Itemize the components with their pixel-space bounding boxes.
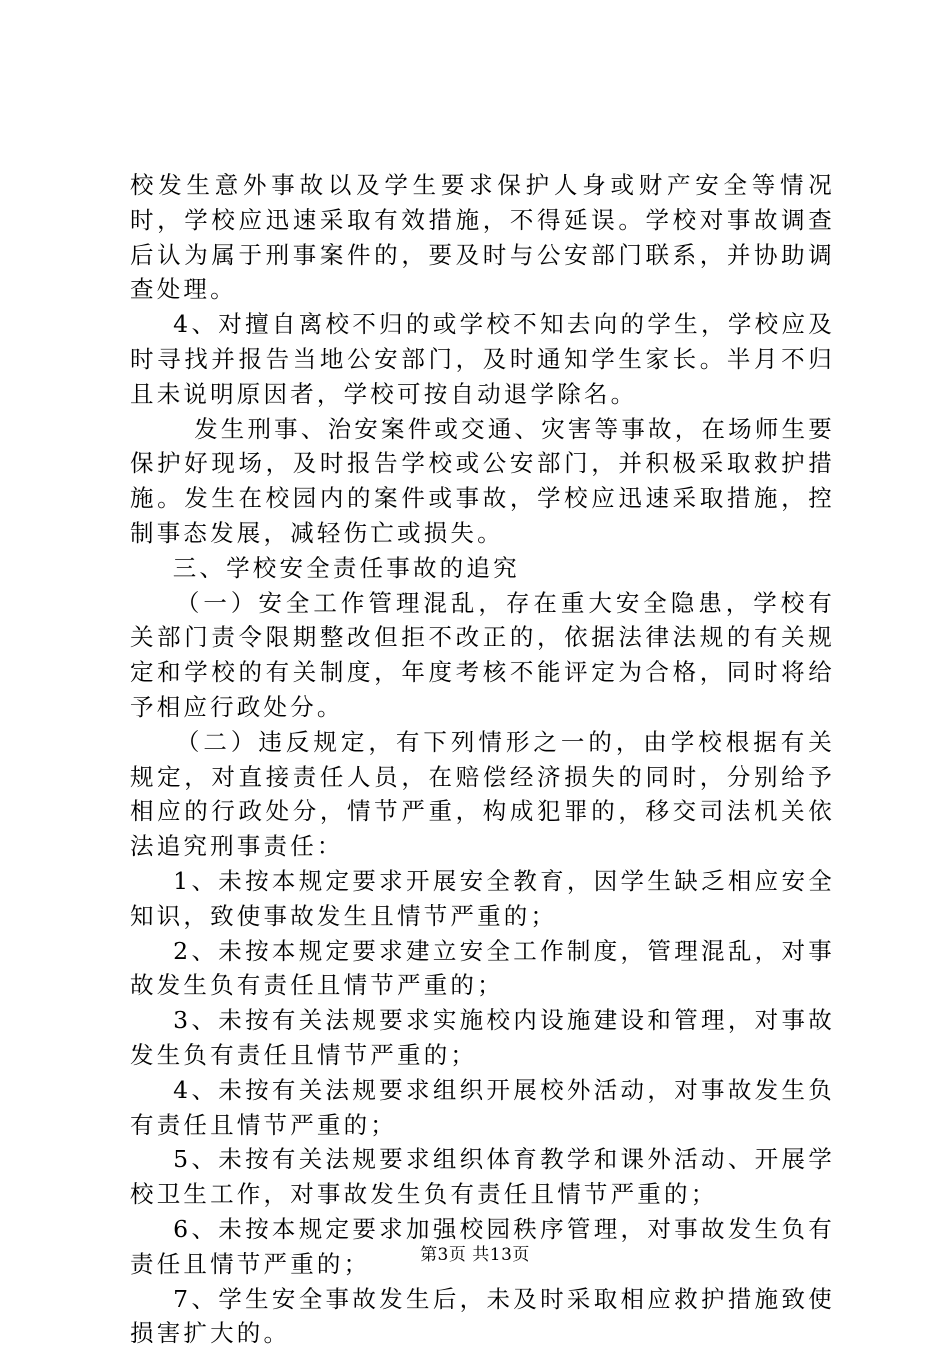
paragraph-clause-1: （一）安全工作管理混乱，存在重大安全隐患，学校有关部门责令限期整改但拒不改正的，依据法律法规的有关规定和学校的有关制度，年度考核不能评定为合格，同时将给予相应行政处分。 [130,586,835,725]
list-item-7: 7、学生安全事故发生后，未及时采取相应救护措施致使损害扩大的。 [130,1282,835,1351]
list-item-4: 4、未按有关法规要求组织开展校外活动，对事故发生负有责任且情节严重的； [130,1073,835,1143]
list-item-6: 6、未按本规定要求加强校园秩序管理，对事故发生负有责任且情节严重的； [130,1212,835,1282]
document-body [130,168,835,1351]
paragraph-accident-handling: 校发生意外事故以及学生要求保护人身或财产安全等情况时，学校应迅速采取有效措施，不得延误。学校对事故调查后认为属于刑事案件的，要及时与公安部门联系，并协助调查处理。 [130,168,835,307]
list-item-3: 3、未按有关法规要求实施校内设施建设和管理，对事故发生负有责任且情节严重的； [130,1003,835,1073]
section-heading-accountability: 三、学校安全责任事故的追究 [130,551,835,586]
paragraph-clause-2: （二）违反规定，有下列情形之一的，由学校根据有关规定，对直接责任人员，在赔偿经济损失的同时，分别给予相应的行政处分，情节严重，构成犯罪的，移交司法机关依法追究刑事责任： [130,725,835,864]
page-number-footer: 第3页 共13页 [0,1243,950,1267]
list-item-1: 1、未按本规定要求开展安全教育，因学生缺乏相应安全知识，致使事故发生且情节严重的； [130,864,835,934]
list-item-5: 5、未按有关法规要求组织体育教学和课外活动、开展学校卫生工作，对事故发生负有责任且情节严重的； [130,1142,835,1212]
list-item-2: 2、未按本规定要求建立安全工作制度，管理混乱，对事故发生负有责任且情节严重的； [130,934,835,1004]
paragraph-item-4-absent-students: 4、对擅自离校不归的或学校不知去向的学生，学校应及时寻找并报告当地公安部门，及时通知学生家长。半月不归且未说明原因者，学校可按自动退学除名。 [130,307,835,411]
paragraph-criminal-cases: 发生刑事、治安案件或交通、灾害等事故，在场师生要保护好现场，及时报告学校或公安部门，并积极采取救护措施。发生在校园内的案件或事故，学校应迅速采取措施，控制事态发展，减轻伤亡或损失。 [130,412,835,551]
